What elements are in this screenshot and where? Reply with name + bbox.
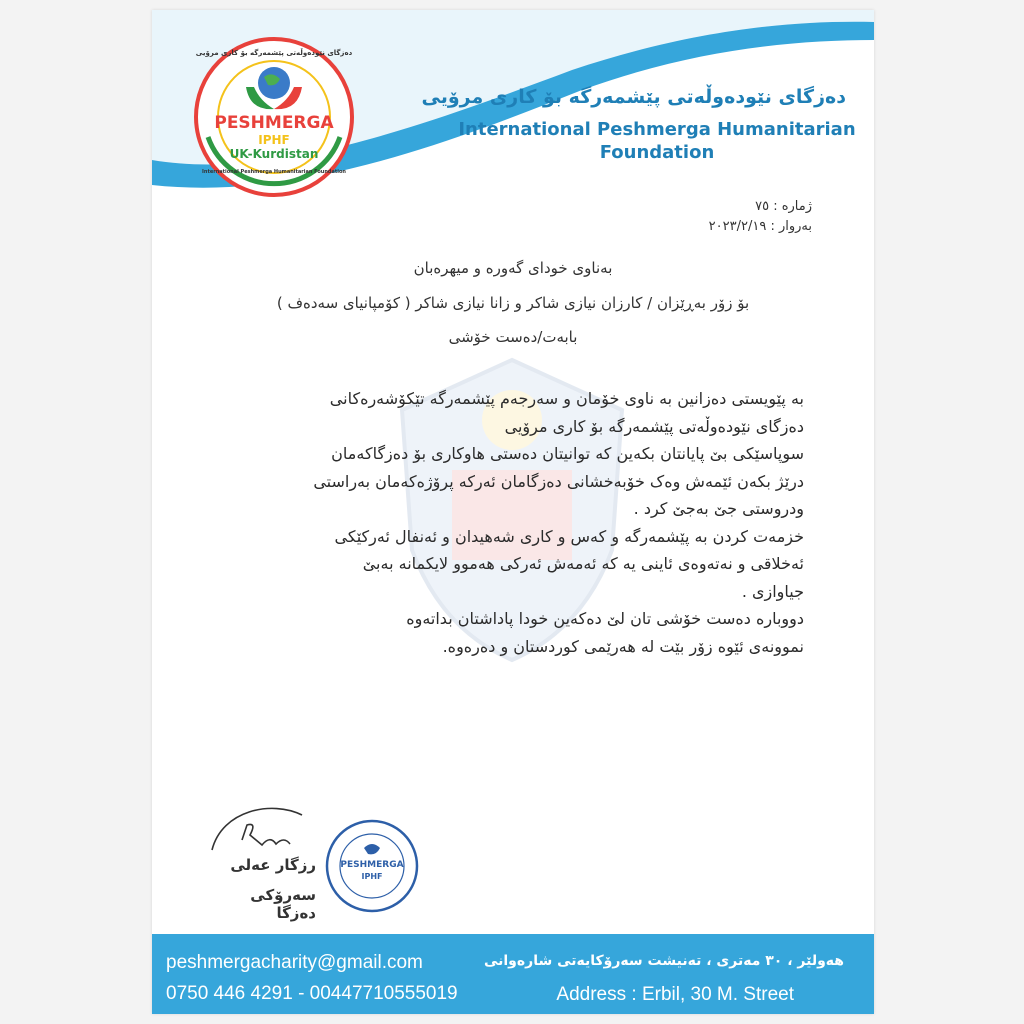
body-paragraph-line: جیاوازی . [741, 581, 804, 601]
body-paragraph-line: بە پێویستی دەزانین بە ناوی خۆمان و سەرجەم پێشمەرگە تێکۆشەرەکانی [329, 389, 804, 408]
reference-number: ژمارە : ٧٥ [755, 199, 812, 214]
body-paragraph-line: دووبارە دەست خۆشی تان لێ دەکەین خودا پاداشتان بداتەوە [406, 609, 804, 628]
body-paragraph-line: دەزگای نێودەوڵەتی پێشمەرگە بۆ کاری مرۆیی [504, 416, 804, 436]
letter-body [224, 385, 804, 660]
foundation-logo [194, 37, 354, 197]
signatory-name: رزگار عەلی [230, 856, 316, 874]
letter-footer [152, 934, 874, 1014]
official-stamp [324, 818, 420, 918]
letter-page [152, 10, 874, 1014]
org-name-english-line2: Foundation [599, 142, 715, 163]
letter-subject: بابەت/دەست خۆشی [448, 328, 578, 346]
stamp-name: PESHMERGA [340, 860, 404, 870]
body-paragraph-line: درێژ بکەن ئێمەش وەک خۆبەخشانی دەزگامان ئەرکە پرۆژەکەمان بەراستی [313, 471, 804, 491]
logo-bottom-arc-text: International Peshmerga Humanitarian Foundation [202, 169, 346, 175]
reference-date: بەروار : ٢٠٢٣/٢/١٩ [708, 219, 812, 234]
stamp-abbr: IPHF [361, 872, 383, 881]
body-paragraph-line: سوپاسێکی بێ پایانتان بکەین کە توانیتان دەستی هاوکاری بۆ دەزگاکەمان [331, 444, 804, 463]
logo-region: UK-Kurdistan [229, 147, 319, 161]
logo-arc-text: دەزگای نێودەوڵەتی پێشمەرگە بۆ کاری مرۆیی [195, 49, 353, 57]
org-name-kurdish: دەزگای نێودەوڵەتی پێشمەرگە بۆ کاری مرۆیی [421, 86, 846, 108]
footer-phones: 0750 446 4291 - 00447710555019 [166, 983, 458, 1004]
letter-recipient: بۆ زۆر بەڕێزان / کارزان نیازی شاکر و زانا نیازی شاکر ( کۆمپانیای سەدەف ) [276, 294, 750, 312]
signatory-role: سەرۆکی دەزگا [250, 886, 316, 922]
logo-name: PESHMERGA [214, 113, 334, 133]
letter-greeting: بەناوی خودای گەورە و میهرەبان [413, 259, 613, 277]
body-paragraph-line: ودروستی جێ بەجێ کرد . [633, 499, 804, 518]
body-paragraph-line: خزمەت کردن بە پێشمەرگە و کەس و کاری شەهیدان و ئەنفال ئەرکێکی [334, 526, 804, 546]
letter-reference [709, 197, 812, 237]
footer-address-kurdish: هەولێر ، ٣٠ مەتری ، تەنیشت سەرۆکایەتی شارەوانی [483, 953, 844, 969]
logo-abbr: IPHF [258, 133, 290, 147]
footer-address-english: Address : Erbil, 30 M. Street [556, 984, 794, 1005]
body-paragraph-line: ئەخلاقی و نەتەوەی ئاینی یە کە ئەمەش ئەرکی هەموو لایکمانە بەبێ [362, 554, 804, 573]
footer-email[interactable]: peshmergacharity@gmail.com [166, 952, 423, 973]
org-name-english-line1: International Peshmerga Humanitarian [458, 119, 856, 140]
body-paragraph-line: نموونەی ئێوە زۆر بێت لە هەرێمی کوردستان و دەرەوە. [442, 636, 804, 656]
org-name-english [452, 118, 862, 164]
